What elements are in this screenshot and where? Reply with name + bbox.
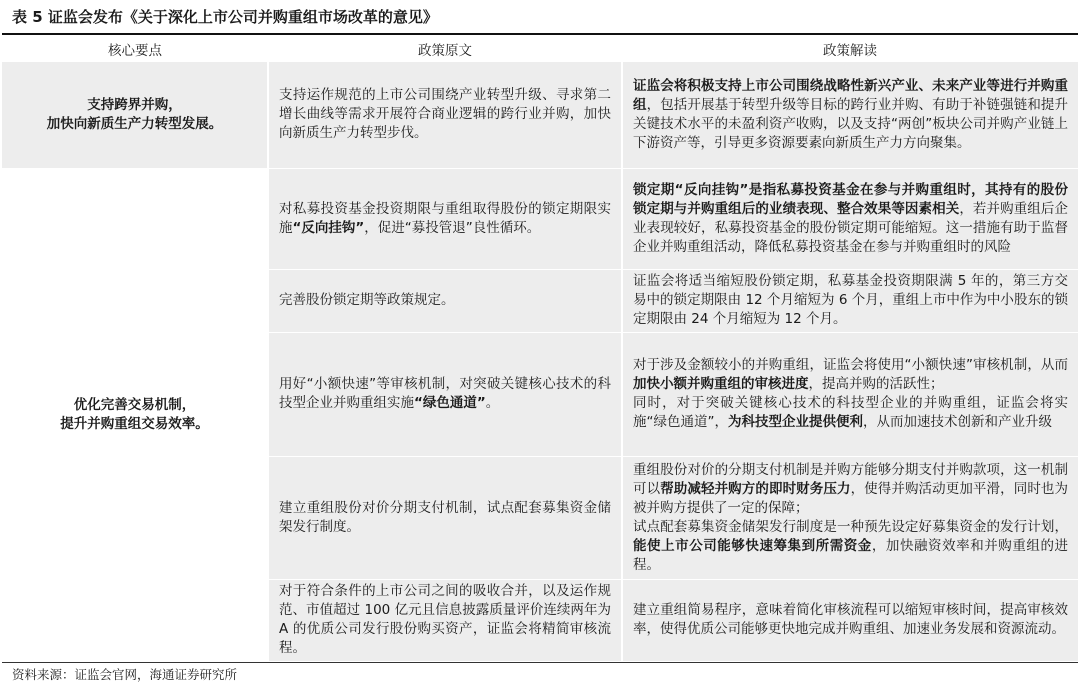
body-text: 支持运作规范的上市公司围绕产业转型升级、寻求第二增长曲线等需求开展符合商业逻辑的跨行业并购，加快向新质生产力转型步伐。 — [279, 87, 611, 142]
emphasis-text: 锁定期“反向挂钩”是指私募投资基金在参与并购重组时，其持有的股份锁定期与并购重组后的业绩表现、整合效果等因素相关 — [633, 181, 1068, 217]
emphasis-text: “反向挂钩” — [292, 219, 365, 236]
table-title: 表 5 证监会发布《关于深化上市公司并购重组市场改革的意见》 — [12, 8, 438, 26]
source-note: 资料来源：证监会官网，海通证券研究所 — [12, 667, 238, 682]
key-point-text: 支持跨界并购， 加快向新质生产力转型发展。 — [46, 96, 223, 132]
body-text: ，若并购重组后企业表现较好，私募投资基金的股份锁定期可能缩短。这一措施有助于监督企业并购重组活动，降低私募投资基金在参与并购重组时的风险 — [633, 200, 1069, 255]
header-policy-interpretation: 政策解读 — [823, 42, 877, 59]
table-header-row — [2, 35, 1078, 62]
policy-original-cell — [268, 168, 622, 269]
body-text: 建立重组简易程序，意味着简化审核流程可以缩短审核时间，提高审核效率，使得优质公司能够更快地完成并购重组、加速业务发展和资源流动。 — [633, 602, 1068, 637]
policy-interpretation-cell — [622, 62, 1078, 168]
body-text: 对于涉及金额较小的并购重组，证监会将使用“小额快速”审核机制，从而 — [633, 357, 1068, 373]
emphasis-text: 帮助减轻并购方的即时财务压力 — [660, 480, 851, 497]
body-text: 用好“小额快速”等审核机制，对突破关键核心技术的科技型企业并购重组实施 — [279, 376, 611, 411]
policy-interpretation-cell — [622, 269, 1078, 332]
table-row — [2, 168, 1078, 269]
header-key-points: 核心要点 — [108, 42, 162, 59]
policy-table — [2, 35, 1078, 662]
table-row — [2, 62, 1078, 168]
emphasis-text: 为科技型企业提供便利 — [728, 414, 863, 430]
key-point-text: 优化完善交易机制， 提升并购重组交易效率。 — [60, 396, 209, 432]
policy-original-cell — [268, 456, 622, 579]
bottom-rule — [2, 662, 1078, 663]
policy-interpretation-cell — [622, 456, 1078, 579]
emphasis-text: 加快小额并购重组的审核进度 — [633, 376, 809, 392]
body-text: ，加快融资效率和并购重组的进程。 — [633, 537, 1069, 573]
body-text: 建立重组股份对价分期支付机制，试点配套募集资金储架发行制度。 — [279, 499, 611, 535]
body-text: 完善股份锁定期等政策规定。 — [279, 292, 455, 308]
body-text: 对于符合条件的上市公司之间的吸收合并，以及运作规范、市值超过 100 亿元且信息披露质量评价连续两年为 A 的优质公司发行股份购买资产，证监会将精简审核流程。 — [279, 583, 611, 656]
emphasis-text: 能使上市公司能够快速筹集到所需资金 — [633, 537, 872, 554]
policy-interpretation-cell — [622, 332, 1078, 456]
header-policy-original: 政策原文 — [418, 42, 472, 59]
policy-original-cell — [268, 62, 622, 168]
key-point-cell — [2, 168, 268, 661]
emphasis-text: 证监会将积极支持上市公司围绕战略性新兴产业、未来产业等进行并购重组 — [633, 77, 1068, 113]
body-text: ，使得并购活动更加平滑，同时也为被并购方提供了一定的保障； 试点配套募集资金储架发行制度是一种预先设定好募集资金的发行计划， — [633, 480, 1069, 535]
body-text: 重组股份对价的分期支付机制是并购方能够分期支付并购款项，这一机制可以 — [633, 461, 1068, 497]
policy-interpretation-cell — [622, 579, 1078, 661]
key-point-cell — [2, 62, 268, 168]
body-text: ，从而加速技术创新和产业升级 — [863, 414, 1052, 430]
policy-original-cell — [268, 269, 622, 332]
policy-interpretation-cell — [622, 168, 1078, 269]
body-text: ，提高并购的活跃性； 同时，对于突破关键核心技术的科技型企业的并购重组，证监会将实施“绿色通道”， — [633, 376, 1068, 430]
body-text: ，促进“募投管退”良性循环。 — [364, 219, 541, 236]
emphasis-text: “绿色通道” — [414, 395, 486, 411]
body-text: 对私募投资基金投资期限与重组取得股份的锁定期限实施 — [279, 200, 611, 236]
body-text: ，包括开展基于转型升级等目标的跨行业并购、有助于补链强链和提升关键技术水平的未盈利资产收购，以及支持“两创”板块公司并购产业链上下游资产等，引导更多资源要素向新质生产力方向聚集。 — [633, 96, 1069, 151]
body-text: 证监会将适当缩短股份锁定期，私募基金投资期限满 5 年的，第三方交易中的锁定期限由 12 个月缩短为 6 个月，重组上市中作为中小股东的锁定期限由 24 个月缩短为 12 个月。 — [633, 273, 1068, 327]
policy-original-cell — [268, 332, 622, 456]
body-text: 。 — [485, 395, 500, 411]
policy-original-cell — [268, 579, 622, 661]
